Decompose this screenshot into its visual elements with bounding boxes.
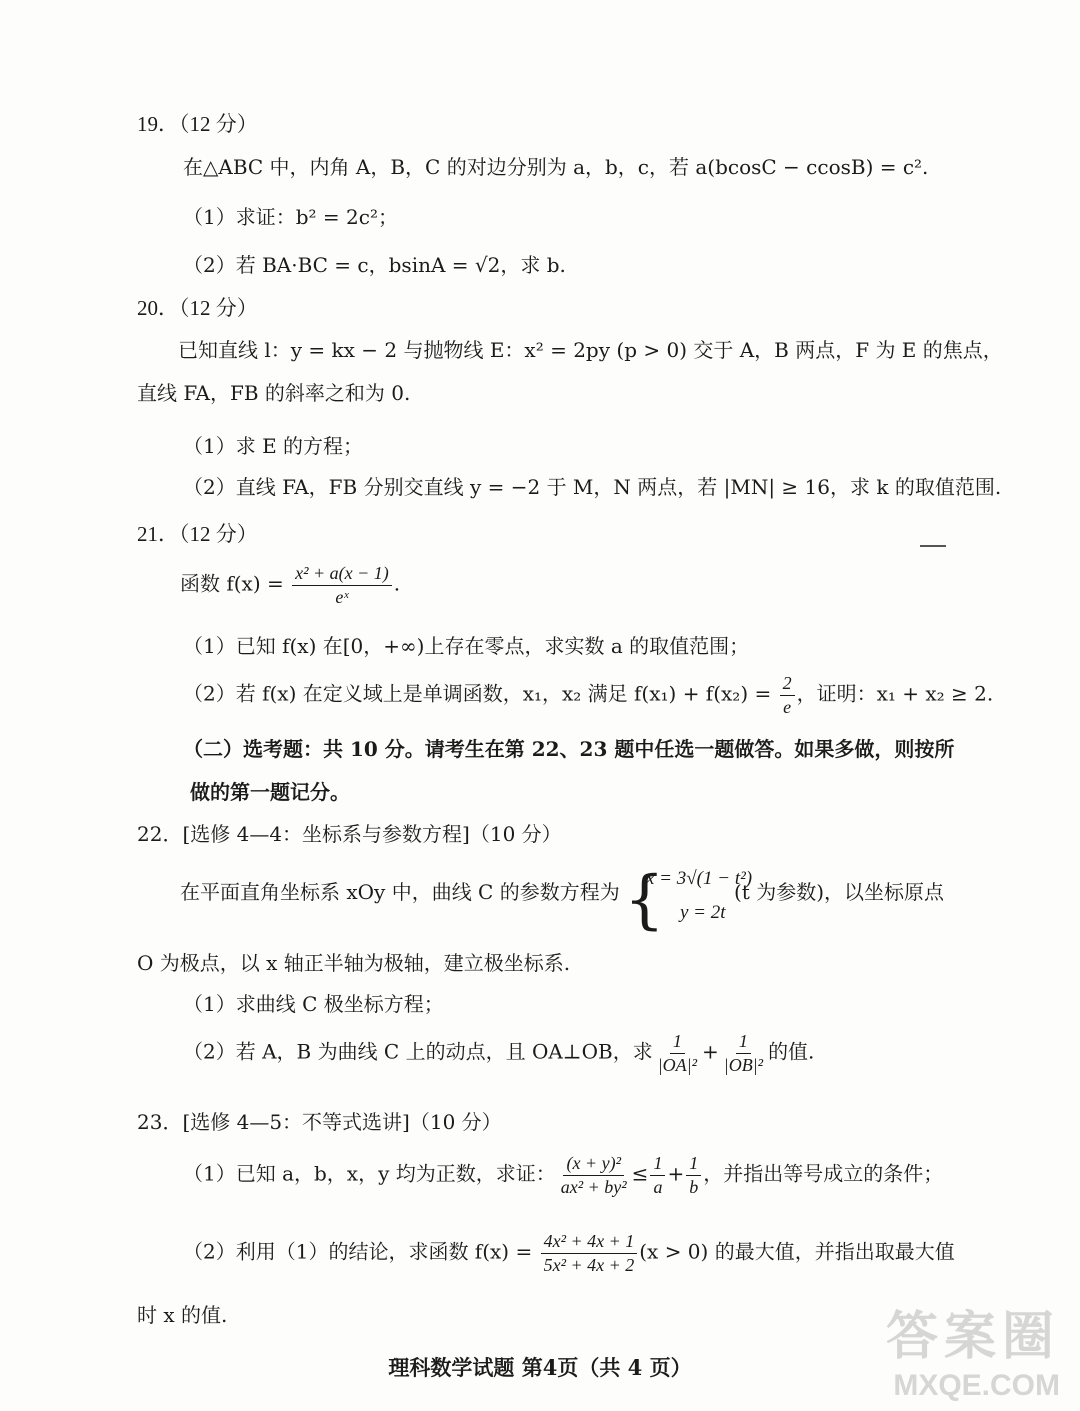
q22-stem-prefix: 在平面直角坐标系 xOy 中，曲线 C 的参数方程为: [180, 880, 620, 904]
q23-part1: [183, 1152, 943, 1198]
q23-fraction-b: [686, 1152, 701, 1198]
q21-stem-prefix: 函数 f(x) =: [180, 571, 291, 596]
leq-sign: ≤: [631, 1161, 649, 1186]
q21-part2-numerator: 2: [780, 672, 795, 696]
q23-fraction-main-denominator: ax² + by²: [560, 1176, 627, 1197]
q21-heading: 21．（12 分）: [137, 522, 258, 546]
q20-stem-line2: 直线 FA，FB 的斜率之和为 0.: [137, 381, 411, 405]
q19-stem: 在△ABC 中，内角 A，B，C 的对边分别为 a，b，c，若 a(bcosC − ccosB) = c².: [183, 155, 929, 179]
q22-eq-y: y = 2t: [680, 902, 726, 923]
q22-fraction-ob-numerator: 1: [736, 1030, 751, 1054]
q23-fraction-g-numerator: 4x² + 4x + 1: [541, 1230, 638, 1254]
q23-fraction-main-numerator: (x + y)²: [563, 1152, 624, 1176]
q21-fraction-numerator: x² + a(x − 1): [292, 562, 392, 586]
plus-sign: +: [667, 1161, 685, 1186]
stray-mark: [920, 545, 946, 547]
q22-fraction-oa-numerator: 1: [670, 1030, 685, 1054]
q20-heading: 20．（12 分）: [137, 296, 258, 320]
watermark-url: MXQE.COM: [893, 1369, 1060, 1402]
q22-part2-prefix: （2）若 A，B 为曲线 C 上的动点，且 OA⊥OB，求: [183, 1039, 653, 1064]
q23-fraction-g: [541, 1230, 638, 1276]
q22-part1: （1）求曲线 C 极坐标方程；: [183, 992, 444, 1016]
q21-part2: [183, 672, 993, 718]
q20-part1: （1）求 E 的方程；: [183, 434, 364, 458]
q23-part1-suffix: ，并指出等号成立的条件；: [703, 1161, 944, 1186]
watermark-brand: 答案圈: [885, 1308, 1060, 1366]
q21-part2-suffix: ，证明：x₁ + x₂ ≥ 2.: [796, 681, 994, 706]
q19-heading: 19．（12 分）: [137, 112, 258, 136]
q22-eq-x: x = 3√(1 − t²): [646, 868, 753, 889]
left-brace: {: [624, 863, 665, 937]
q23-part1-prefix: （1）已知 a，b，x，y 均为正数，求证：: [183, 1161, 556, 1186]
q23-fraction-g-denominator: 5x² + 4x + 2: [543, 1254, 635, 1275]
q22-heading: 22．[选修 4—4：坐标系与参数方程]（10 分）: [137, 822, 562, 846]
q21-part2-fraction: [780, 672, 795, 718]
q22-part2-suffix: 的值.: [768, 1039, 815, 1064]
page-footer: 理科数学试题 第4页（共 4 页）: [388, 1355, 692, 1380]
q19-part1: （1）求证：b² = 2c²；: [183, 205, 398, 229]
plus-sign: +: [702, 1039, 719, 1064]
q23-fraction-a-denominator: a: [653, 1176, 663, 1197]
q23-fraction-main: [558, 1152, 630, 1198]
q23-heading: 23．[选修 4—5：不等式选讲]（10 分）: [137, 1110, 502, 1134]
q23-fraction-b-numerator: 1: [686, 1152, 701, 1176]
q23-fraction-b-denominator: b: [689, 1176, 699, 1197]
q23-part2-continuation: 时 x 的值.: [137, 1303, 228, 1327]
q21-part2-denominator: e: [783, 696, 792, 717]
q22-stem-line2: O 为极点，以 x 轴正半轴为极轴，建立极坐标系.: [137, 951, 571, 975]
section-heading-line1: （二）选考题：共 10 分。请考生在第 22、23 题中任选一题做答。如果多做，则按所: [183, 737, 955, 761]
q21-fraction-denominator: eˣ: [335, 586, 349, 607]
watermark: [886, 1294, 1060, 1403]
q23-part2-prefix: （2）利用（1）的结论，求函数 f(x) =: [183, 1239, 539, 1264]
q21-part1: （1）已知 f(x) 在[0，+∞)上存在零点，求实数 a 的取值范围；: [183, 634, 750, 658]
q19-part2: （2）若 BA·BC = c，bsinA = √2，求 b.: [183, 253, 566, 277]
q21-stem-suffix: .: [393, 571, 401, 596]
q22-fraction-ob: [721, 1030, 766, 1076]
q21-stem: [180, 562, 400, 608]
q23-fraction-a-numerator: 1: [650, 1152, 665, 1176]
q23-part2-suffix: (x > 0) 的最大值，并指出取最大值: [639, 1239, 955, 1264]
q22-fraction-oa-denominator: |OA|²: [657, 1054, 697, 1075]
q22-part2: [183, 1030, 814, 1076]
q22-fraction-ob-denominator: |OB|²: [723, 1054, 764, 1075]
q21-fraction: [292, 562, 392, 608]
section-heading-line2: 做的第一题记分。: [190, 780, 350, 804]
q20-stem-line1: 已知直线 l：y = kx − 2 与抛物线 E：x² = 2py (p > 0) 交于 A，B 两点，F 为 E 的焦点，: [178, 338, 1003, 362]
q20-part2: （2）直线 FA，FB 分别交直线 y = −2 于 M，N 两点，若 |MN| ≥ 16，求 k 的取值范围.: [183, 475, 1002, 499]
q23-part2: [183, 1230, 955, 1276]
q22-stem-suffix: (t 为参数)，以坐标原点: [734, 880, 944, 904]
q22-fraction-oa: [655, 1030, 700, 1076]
q21-part2-prefix: （2）若 f(x) 在定义域上是单调函数，x₁，x₂ 满足 f(x₁) + f(x₂) =: [183, 681, 778, 706]
q23-fraction-a: [650, 1152, 665, 1198]
